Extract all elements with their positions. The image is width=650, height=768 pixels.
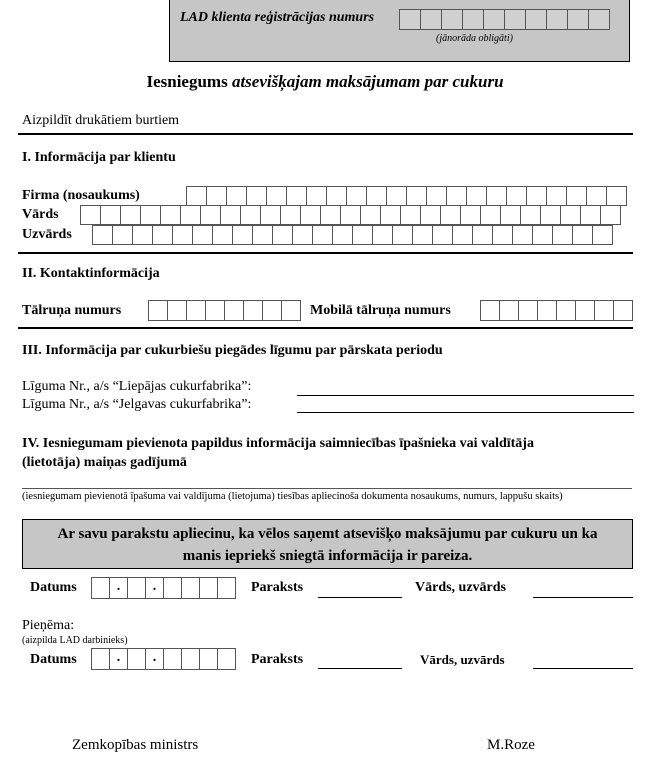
divider xyxy=(18,327,633,329)
section4-heading-line2: (lietotāja) maiņas gadījumā xyxy=(22,455,187,470)
contract-jelgava-label: Līguma Nr., a/s “Jelgavas cukurfabrika”: xyxy=(22,397,252,412)
minister-title: Zemkopības ministrs xyxy=(72,737,199,753)
date-dot: . xyxy=(109,648,128,670)
name-input[interactable] xyxy=(80,205,621,225)
section2-heading: II. Kontaktinformācija xyxy=(22,266,160,281)
mobile-label: Mobilā tālruņa numurs xyxy=(310,303,451,318)
signature-label: Paraksts xyxy=(251,580,304,595)
divider xyxy=(18,252,633,254)
page-title xyxy=(0,72,650,92)
surname-label: Uzvārds xyxy=(22,227,72,242)
accepted-full-name-input[interactable] xyxy=(533,668,633,669)
section3-heading: III. Informācija par cukurbiešu piegādes līgumu par pārskata periodu xyxy=(22,343,443,358)
contract-liepaja-input[interactable] xyxy=(297,395,634,396)
declaration-box xyxy=(22,519,633,569)
section4-note: (iesniegumam pievienotā īpašuma vai valdījuma (lietojuma) tiesības apliecinoša dokumenta nosaukums, numurs, lappušu skaits) xyxy=(22,491,563,502)
minister-name: M.Roze xyxy=(487,737,535,753)
accepted-full-name-label: Vārds, uzvārds xyxy=(420,652,505,667)
registration-number-box xyxy=(169,0,630,62)
title-emphasis: atsevišķajam maksājumam par cukuru xyxy=(231,72,504,91)
full-name-input[interactable] xyxy=(533,597,633,598)
section4-heading-line1: IV. Iesniegumam pievienota papildus informācija saimniecības īpašnieka vai valdītāja xyxy=(22,436,534,451)
accepted-date-input[interactable] xyxy=(91,648,236,670)
date-label: Datums xyxy=(30,580,77,595)
declaration-line2: manis iepriekš sniegtā informācija ir pareiza. xyxy=(182,548,473,564)
accepted-signature-label: Paraksts xyxy=(251,652,304,667)
signature-input[interactable] xyxy=(318,597,402,598)
declaration-line1: Ar savu parakstu apliecinu, ka vēlos saņemt atsevišķo maksājumu par cukuru un ka xyxy=(57,526,598,542)
divider xyxy=(18,133,633,135)
accepted-date-label: Datums xyxy=(30,652,77,667)
document-info-input[interactable] xyxy=(22,488,632,489)
instruction-text: Aizpildīt drukātiem burtiem xyxy=(22,113,180,128)
full-name-label: Vārds, uzvārds xyxy=(415,580,507,595)
registration-number-input[interactable] xyxy=(399,9,610,30)
date-input[interactable] xyxy=(91,577,236,599)
firm-input[interactable] xyxy=(186,186,627,206)
name-label: Vārds xyxy=(22,207,59,222)
contract-jelgava-input[interactable] xyxy=(297,412,634,413)
accepted-signature-input[interactable] xyxy=(318,668,402,669)
accepted-note: (aizpilda LAD darbinieks) xyxy=(22,635,128,646)
date-dot: . xyxy=(145,577,164,599)
title-prefix: Iesniegums xyxy=(146,72,232,91)
contract-liepaja-label: Līguma Nr., a/s “Liepājas cukurfabrika”: xyxy=(22,379,252,394)
date-dot: . xyxy=(145,648,164,670)
date-dot: . xyxy=(109,577,128,599)
mobile-input[interactable] xyxy=(480,300,633,321)
firm-label: Firma (nosaukums) xyxy=(22,188,140,203)
registration-number-label: LAD klienta reģistrācijas numurs xyxy=(180,10,375,25)
phone-label: Tālruņa numurs xyxy=(22,303,122,318)
surname-input[interactable] xyxy=(92,225,613,245)
accepted-label: Pieņēma: xyxy=(22,618,75,633)
phone-input[interactable] xyxy=(148,300,301,321)
section1-heading: I. Informācija par klientu xyxy=(22,150,176,165)
registration-number-note: (jānorāda obligāti) xyxy=(436,33,513,44)
